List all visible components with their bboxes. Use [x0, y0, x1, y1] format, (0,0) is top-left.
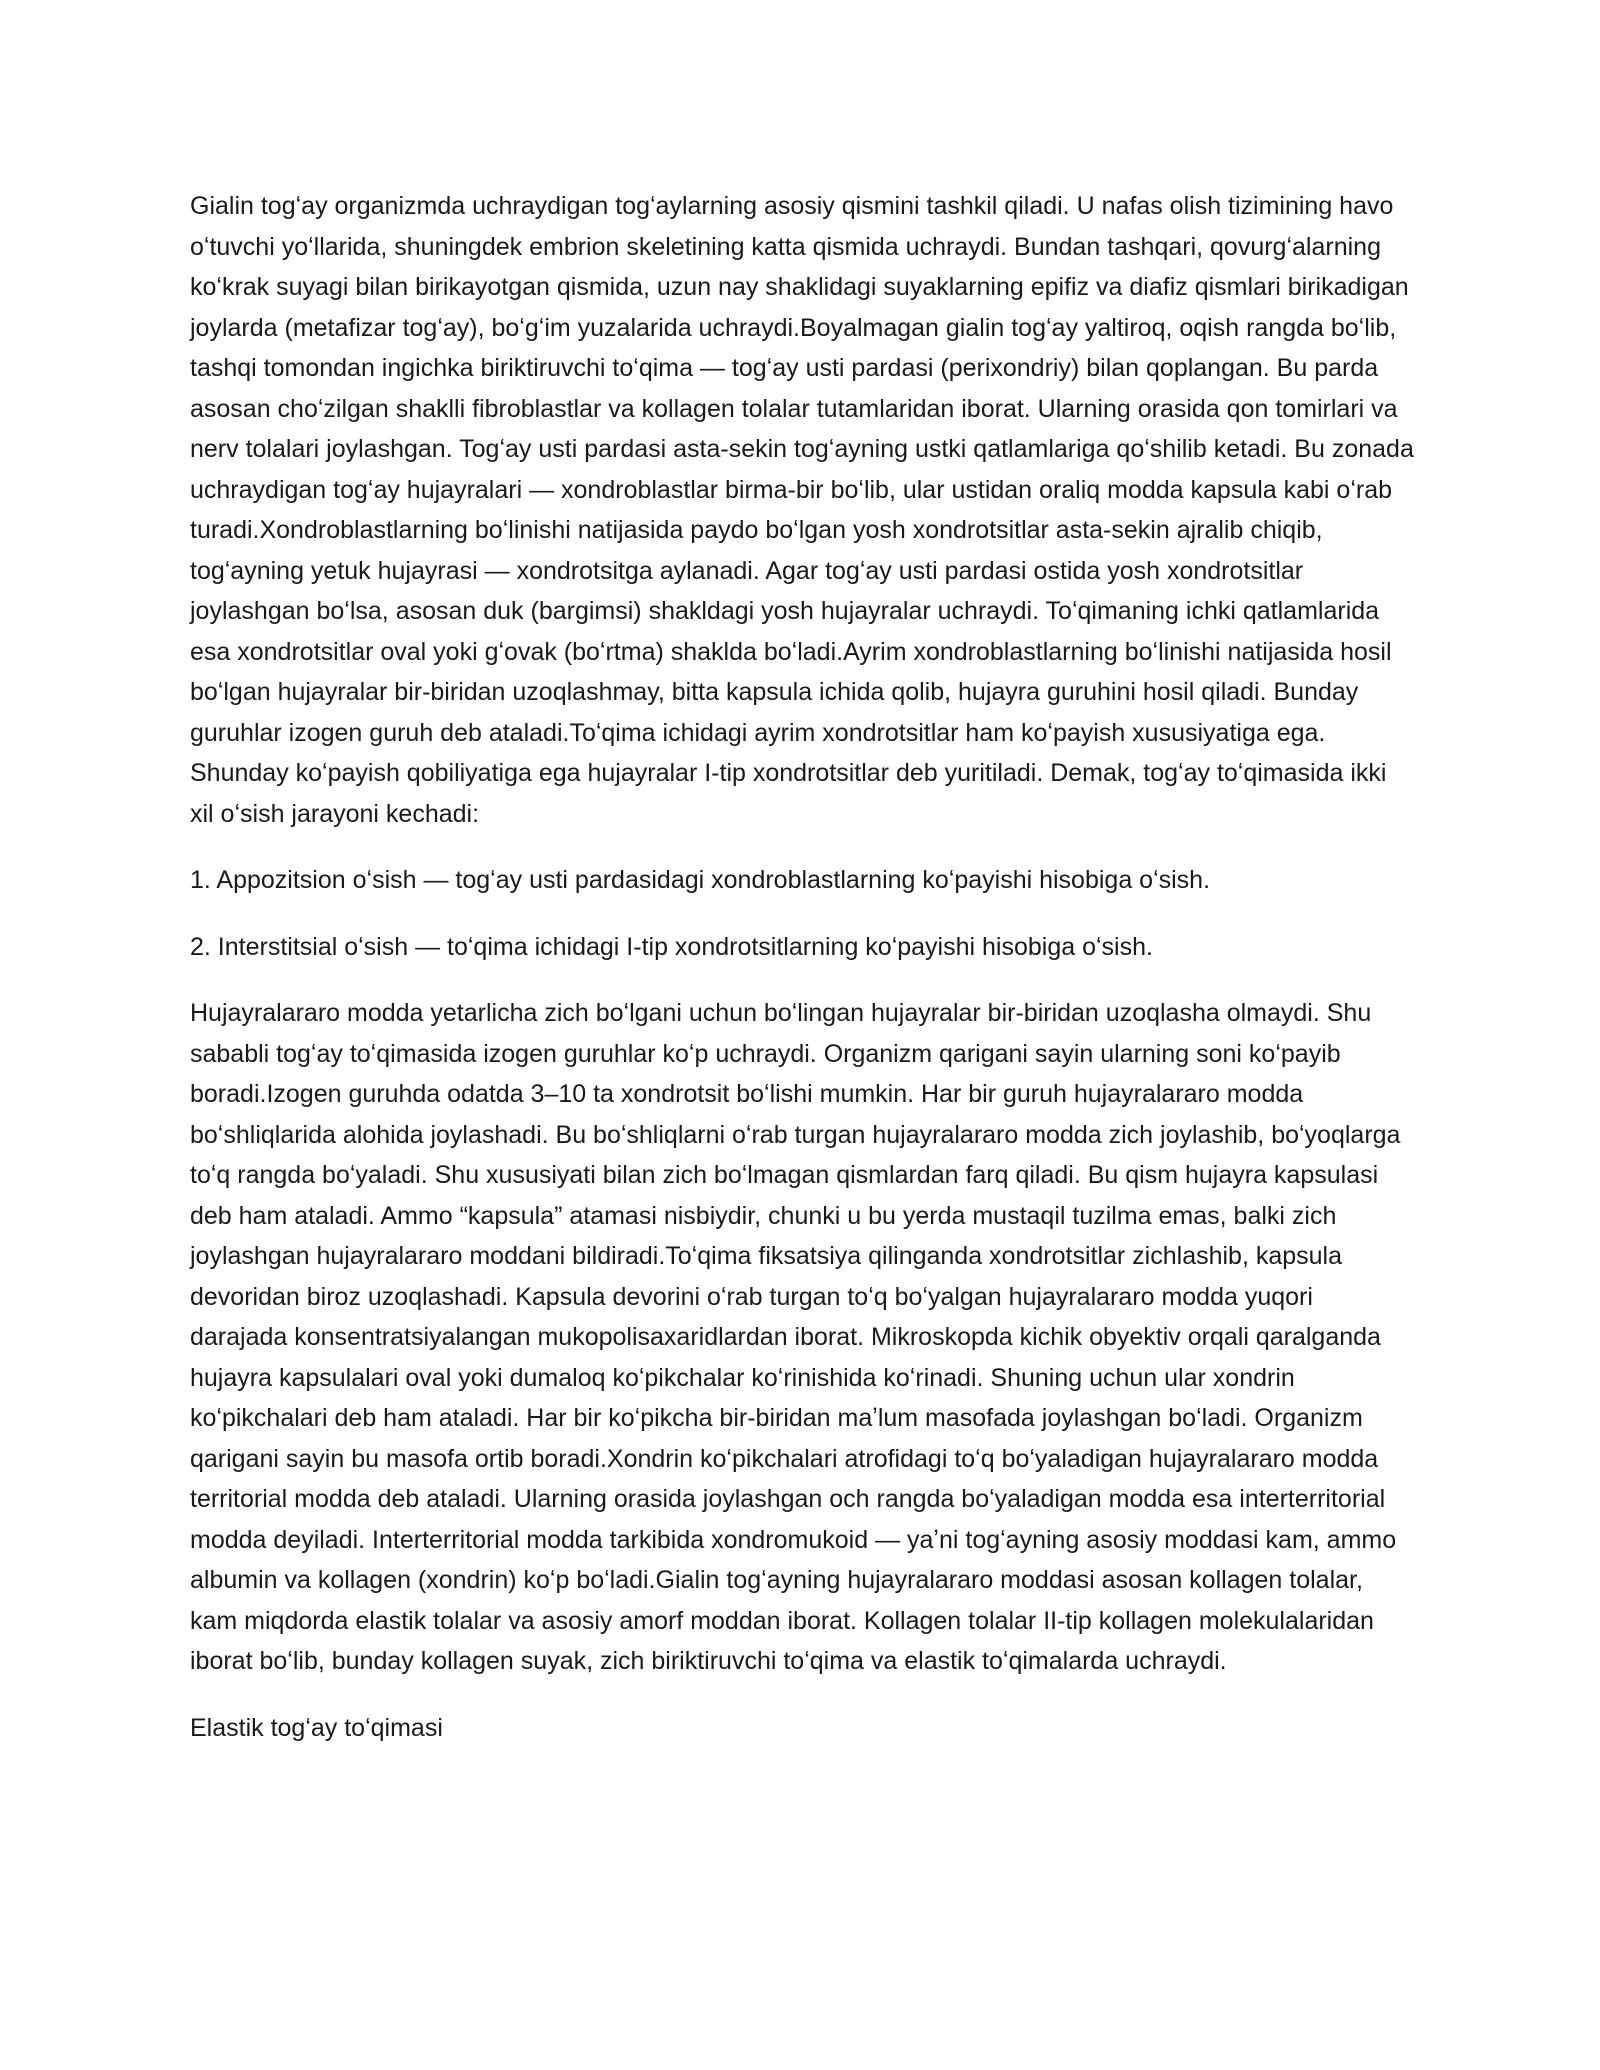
paragraph-hyaline-cartilage: Gialin togʻay organizmda uchraydigan togʻaylarning asosiy qismini tashkil qiladi. U nafas olish tizimining havo oʻtuvchi yoʻllarida, shuningdek embrion skeletining katta qismida uchraydi. Bundan tashqari, qovurgʻalarning koʻkrak suyagi bilan birikayotgan qismida, uzun nay shaklidagi suyaklarning epifiz va diafiz qismlari birikadigan joylarda (metafizar togʻay), boʻgʻim yuzalarida uchraydi.Boyalmagan gialin togʻay yaltiroq, oqish rangda boʻlib, tashqi tomondan ingichka biriktiruvchi toʻqima — togʻay usti pardasi (perixondriy) bilan qoplangan. Bu parda asosan choʻzilgan shaklli fibroblastlar va kollagen tolalar tutamlaridan iborat. Ularning orasida qon tomirlari va nerv tolalari joylashgan. Togʻay usti pardasi asta-sekin togʻayning ustki qatlamlariga qoʻshilib ketadi. Bu zonada uchraydigan togʻay hujayralari — xondroblastlar birma-bir boʻlib, ular ustidan oraliq modda kapsula kabi oʻrab turadi.Xondroblastlarning boʻlinishi natijasida paydo boʻlgan yosh xondrotsitlar asta-sekin ajralib chiqib, togʻayning yetuk hujayrasi — xondrotsitga aylanadi. Agar togʻay usti pardasi ostida yosh xondrotsitlar joylashgan boʻlsa, asosan duk (bargimsi) shakldagi yosh hujayralar uchraydi. Toʻqimaning ichki qatlamlarida esa xondrotsitlar oval yoki gʻovak (boʻrtma) shaklda boʻladi.Ayrim xondroblastlarning boʻlinishi natijasida hosil boʻlgan hujayralar bir-biridan uzoqlashmay, bitta kapsula ichida qolib, hujayra guruhini hosil qiladi. Bunday guruhlar izogen guruh deb ataladi.Toʻqima ichidagi ayrim xondrotsitlar ham koʻpayish xususiyatiga ega. Shunday koʻpayish qobiliyatiga ega hujayralar I-tip xondrotsitlar deb yuritiladi. Demak, togʻay toʻqimasida ikki xil oʻsish jarayoni kechadi: — [190, 192, 1414, 828]
document-page — [190, 186, 1415, 1774]
list-item-interstitial-growth: 2. Interstitsial oʻsish — toʻqima ichidagi I-tip xondrotsitlarning koʻpayishi hisobiga oʻsish. — [190, 932, 1153, 961]
section-heading-elastic-cartilage: Elastik togʻay toʻqimasi — [190, 1713, 443, 1742]
paragraph-intercellular-substance: Hujayralararo modda yetarlicha zich boʻlgani uchun boʻlingan hujayralar bir-biridan uzoqlasha olmaydi. Shu sababli togʻay toʻqimasida izogen guruhlar koʻp uchraydi. Organizm qarigani sayin ularning soni koʻpayib boradi.Izogen guruhda odatda 3–10 ta xondrotsit boʻlishi mumkin. Har bir guruh hujayralararo modda boʻshliqlarida alohida joylashadi. Bu boʻshliqlarni oʻrab turgan hujayralararo modda zich joylashib, boʻyoqlarga toʻq rangda boʻyaladi. Shu xususiyati bilan zich boʻlmagan qismlardan farq qiladi. Bu qism hujayra kapsulasi deb ham ataladi. Ammo “kapsula” atamasi nisbiydir, chunki u bu yerda mustaqil tuzilma emas, balki zich joylashgan hujayralararo moddani bildiradi.Toʻqima fiksatsiya qilinganda xondrotsitlar zichlashib, kapsula devoridan biroz uzoqlashadi. Kapsula devorini oʻrab turgan toʻq boʻyalgan hujayralararo modda yuqori darajada konsentratsiyalangan mukopolisaxaridlardan iborat. Mikroskopda kichik obyektiv orqali qaralganda hujayra kapsulalari oval yoki dumaloq koʻpikchalar koʻrinishida koʻrinadi. Shuning uchun ular xondrin koʻpikchalari deb ham ataladi. Har bir koʻpikcha bir-biridan maʼlum masofada joylashgan boʻladi. Organizm qarigani sayin bu masofa ortib boradi.Xondrin koʻpikchalari atrofidagi toʻq boʻyaladigan hujayralararo modda territorial modda deb ataladi. Ularning orasida joylashgan och rangda boʻyaladigan modda esa interterritorial modda deyiladi. Interterritorial modda tarkibida xondromukoid — yaʼni togʻayning asosiy moddasi kam, ammo albumin va kollagen (xondrin) koʻp boʻladi.Gialin togʻayning hujayralararo moddasi asosan kollagen tolalar, kam miqdorda elastik tolalar va asosiy amorf moddan iborat. Kollagen tolalar II-tip kollagen molekulalaridan iborat boʻlib, bunday kollagen suyak, zich biriktiruvchi toʻqima va elastik toʻqimalarda uchraydi. — [190, 999, 1401, 1675]
list-item-appositional-growth: 1. Appozitsion oʻsish — togʻay usti pardasidagi xondroblastlarning koʻpayishi hisobiga oʻsish. — [190, 866, 1211, 894]
